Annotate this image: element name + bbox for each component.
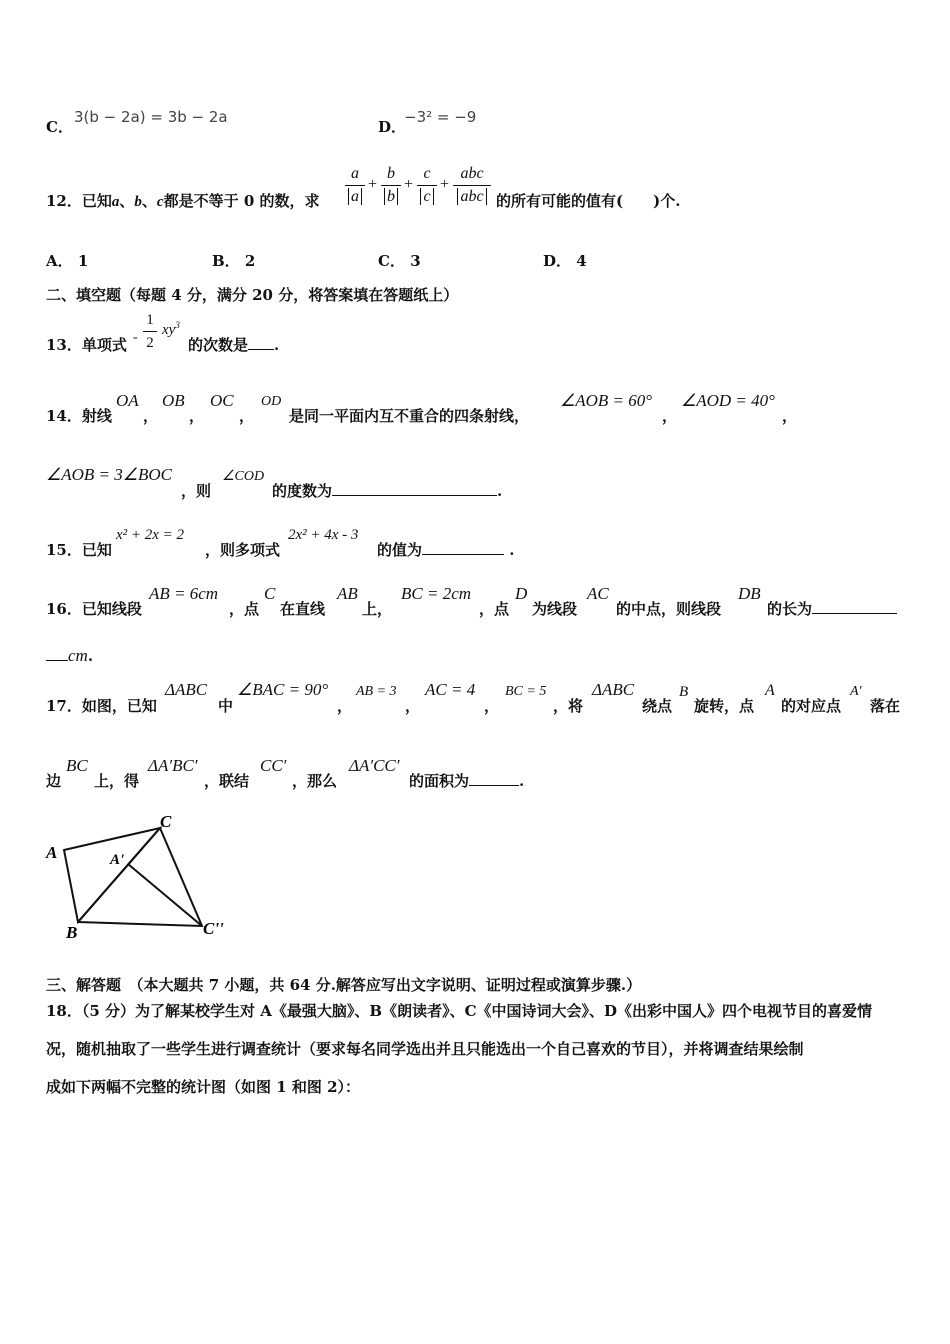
q12-var-a: a	[111, 194, 120, 210]
triangle-abc	[64, 828, 160, 922]
q14-comma: ，	[662, 407, 678, 425]
q17-tri: ΔABC	[165, 680, 208, 699]
q13-neg: -	[133, 330, 138, 345]
q17-tri3: ΔA′BC′	[148, 756, 198, 775]
q14-stem-pre: 14．射线	[46, 407, 112, 425]
q17-get: 上，得	[94, 772, 140, 790]
q16-line-ab: AB	[337, 584, 358, 603]
q17-cond-bac: ∠BAC = 90°	[237, 680, 329, 699]
q16-stem-pre: 16．已知线段	[46, 600, 142, 618]
q16-cond-ab: AB = 6cm	[149, 584, 219, 603]
q17-tri2: ΔABC	[592, 680, 635, 699]
figure-label-a2: A'	[110, 852, 125, 868]
section3-title: 三、解答题 （本大题共 7 小题，共 64 分.解答应写出文字说明、证明过程或演算步骤.）	[46, 976, 642, 994]
q12-plus: +	[440, 176, 450, 193]
q12-option-b: B． 2	[212, 252, 256, 270]
figure-label-c2: C''	[203, 919, 224, 938]
figure-label-b: B	[66, 923, 78, 942]
q16-mid-post: 的中点，则线段	[616, 600, 722, 618]
q17-seg-cc: CC′	[260, 756, 287, 775]
q16-point-c-pre: ，点	[229, 600, 260, 618]
q11-option-c-expr: 3(b − 2a) = 3b − 2a	[74, 108, 228, 126]
q14-ray-oc: OC	[210, 391, 234, 410]
q12-var-b: b	[134, 194, 142, 210]
q15-cond: x² + 2x = 2	[116, 527, 185, 543]
q12-fraction-c: c c	[417, 164, 437, 207]
q12-stem-mid: 都是不等于 0 的数，求	[163, 192, 320, 210]
q17-fall: 落在	[870, 697, 901, 715]
q13-stem: 13．单项式	[46, 336, 127, 354]
q16-len-label: 的长为	[767, 598, 897, 619]
q14-comma: ，	[782, 407, 798, 425]
q14-cond-aob: ∠AOB = 60°	[560, 391, 653, 410]
q12-var-c: c	[156, 194, 164, 210]
q11-option-d-expr: −3² = −9	[404, 108, 477, 126]
q17-comma: ，	[484, 697, 500, 715]
q14-comma: ，	[189, 407, 205, 425]
q12-sep: 、	[141, 192, 157, 210]
q16-on: 上，	[362, 600, 393, 618]
q15-stem-post: 的值为 .	[377, 541, 515, 559]
q17-in: 中	[218, 697, 234, 715]
section2-title: 二、填空题（每题 4 分，满分 20 分，将答案填在答题纸上）	[46, 286, 459, 304]
q17-cond-ab: AB = 3	[356, 684, 397, 699]
q17-figure	[40, 808, 240, 944]
q12-stem-post: 的所有可能的值有( )个.	[496, 192, 681, 210]
q12-fraction-a: a a	[345, 164, 365, 207]
q17-point-a2: A′	[850, 684, 862, 699]
q18-line-2: 况，随机抽取了一些学生进行调查统计（要求每名同学选出并且只能选出一个自己喜欢的节目），并将调查结果绘制	[46, 1040, 804, 1058]
q17-cond-ac: AC = 4	[425, 680, 476, 699]
q12-option-d: D． 4	[543, 252, 587, 270]
q17-tri4: ΔA′CC′	[349, 756, 400, 775]
q14-target: ∠COD	[222, 469, 265, 484]
q15-stem-mid: ，则多项式	[205, 541, 281, 559]
q17-around: 绕点	[642, 697, 673, 715]
q17-stem-pre: 17．如图，已知	[46, 697, 157, 715]
q16-point-d-pre: ，点	[479, 600, 510, 618]
q13-expr: $xy^3$	[162, 320, 180, 338]
q17-connect: ，联结	[204, 772, 250, 790]
q12-fraction-b: b b	[381, 164, 401, 207]
q12-fraction-abc: abc abc	[453, 164, 491, 207]
q18-line-1: 18．（5 分）为了解某校学生对 A《最强大脑》、B《朗读者》、C《中国诗词大会》、D《出彩中国人》四个电视节目的喜爱情	[46, 1002, 873, 1020]
q12-plus: +	[368, 176, 378, 193]
q12-stem-pre: 已知	[81, 192, 112, 210]
q15-stem-pre: 15．已知	[46, 541, 112, 559]
q17-then: ，那么	[292, 772, 338, 790]
q17-rotate-pre: ，将	[553, 697, 584, 715]
q12-option-c: C． 3	[378, 252, 421, 270]
q17-rotate-post: 旋转，点	[694, 697, 755, 715]
q16-point-d: D	[515, 584, 528, 603]
q18-line-3: 成如下两幅不完整的统计图（如图 1 和图 2）：	[46, 1078, 361, 1096]
segment-a2-c2	[128, 864, 202, 926]
figure-label-a: A	[46, 843, 58, 862]
q14-stem-mid: 是同一平面内互不重合的四条射线，	[289, 407, 530, 425]
q12-number: 12．	[46, 192, 82, 210]
q16-answer-tail: cm.	[46, 646, 93, 666]
q17-edge-bc: BC	[66, 756, 88, 775]
q14-ray-od: OD	[261, 394, 282, 409]
q12-sep: 、	[119, 192, 135, 210]
q17-cond-bc: BC = 5	[505, 684, 547, 699]
q14-comma: ，	[239, 407, 255, 425]
q16-cond-bc: BC = 2cm	[401, 584, 472, 603]
q12-plus: +	[404, 176, 414, 193]
q16-on-line: 在直线	[280, 600, 326, 618]
q12-stem	[46, 190, 319, 211]
q14-stem-post: 的度数为 .	[272, 482, 503, 500]
q16-mid-pre: 为线段	[532, 600, 578, 618]
q17-comma: ，	[337, 697, 353, 715]
q14-cond-boc: ∠AOB = 3∠BOC	[46, 465, 172, 484]
q17-edge: 边	[46, 772, 62, 790]
q17-area: 的面积为 .	[409, 772, 525, 790]
q15-poly: 2x² + 4x - 3	[288, 527, 359, 543]
q14-cond-aod: ∠AOD = 40°	[681, 391, 775, 410]
q12-option-a: A． 1	[46, 252, 89, 270]
q14-comma: ，	[143, 407, 159, 425]
q13-stem-post: 的次数是 .	[188, 336, 280, 354]
q17-point-a: A	[765, 682, 775, 699]
q16-point-c: C	[264, 584, 276, 603]
q14-ray-ob: OB	[162, 391, 185, 410]
q13-fraction: 1 2	[143, 310, 157, 353]
figure-label-c: C	[160, 812, 172, 831]
q11-option-c-label: C．	[46, 118, 73, 136]
q17-comma: ，	[405, 697, 421, 715]
q17-corr: 的对应点	[781, 697, 842, 715]
q11-option-d-label: D．	[378, 118, 407, 136]
q14-ray-oa: OA	[116, 391, 139, 410]
q17-point-b: B	[679, 684, 689, 700]
q16-target-db: DB	[738, 584, 761, 603]
q14-then: ，则	[181, 482, 212, 500]
q16-seg-ac: AC	[587, 584, 609, 603]
